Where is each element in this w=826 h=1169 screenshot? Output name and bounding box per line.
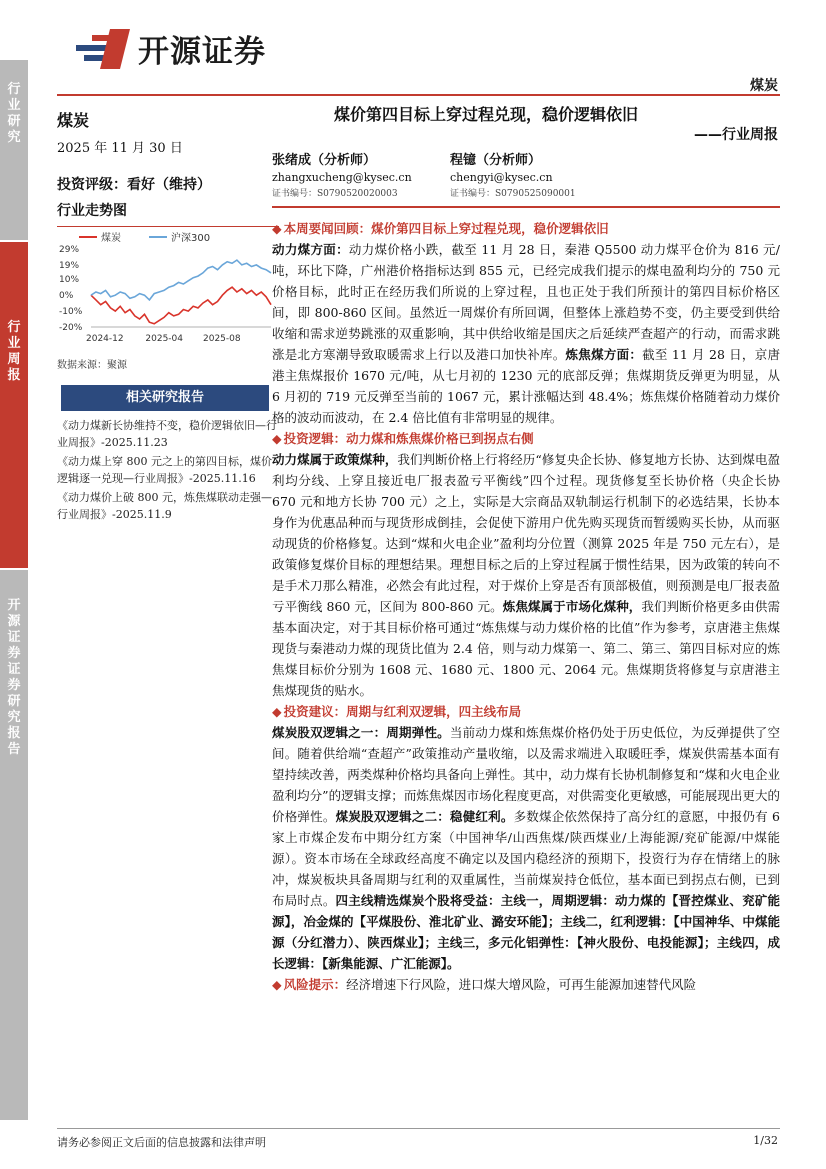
paragraph-text: 截至 11 月 28 日，京唐港主焦煤报价 1670 元/吨，从七月初的 1230 元的底部反弹；焦煤期货反弹更为明显，从 6 月初的 719 元反弹至当前的 1067 元，累计涨幅达到 48.4%；炼焦煤价格随着动力煤价格的波动而波动，在 2.4 倍比值有非常明显的规律。	[272, 347, 780, 425]
diamond-bullet-icon: ◆	[272, 431, 282, 446]
diamond-bullet-icon: ◆	[272, 977, 282, 992]
report-body	[272, 218, 780, 995]
band-firm-report	[0, 570, 28, 1120]
sector-name: 煤炭	[57, 111, 90, 130]
paragraph	[272, 449, 780, 701]
analyst-cert: 证书编号：S0790520020003	[272, 189, 398, 199]
analyst-name: 张绪成（分析师）	[272, 153, 377, 168]
band-char: 券	[7, 646, 21, 661]
bold-lead: 动力煤方面：	[272, 242, 349, 257]
band-char: 证	[7, 662, 21, 677]
analyst-email[interactable]: zhangxucheng@kysec.cn	[272, 171, 412, 184]
section-heading-text: 投资逻辑：动力煤和炼焦煤价格已到拐点右侧	[283, 431, 534, 446]
y-tick-label: 10%	[59, 275, 80, 286]
analyst-email[interactable]: chengyi@kysec.cn	[450, 171, 553, 184]
bold-lead: 动力煤属于政策煤种，	[272, 452, 398, 467]
paragraph-text: 我们判断价格上行将经历“修复央企长协、修复地方长协、达到煤电盈利均分线、上穿且接近电厂报表盈亏平衡线”四个过程。现货修复至长协价格（央企长协 670 元和地方长协 700 元）之上，实际是大宗商品双轨制运行机制下的必选结果，长协本身作为优惠品种而与现货形成倒挂，会促使下游用户优先购买现货而暂缓购买长协，从而驱动现货的价格修复。达到“煤和火电企业”盈利均分位置（测算 2025 年是 750 元左右），是政策修复煤价目标的理想结果。理想目标之后的上穿过程属于惯性结果，因为政策的转向不是手术刀那么精准，必然会有此过程，对于煤价上穿是否有顶部极值，则预测是电厂报表盈亏平衡线 860 元，区间为 800-860 元。	[272, 452, 780, 614]
legend-label: 煤炭	[101, 233, 121, 244]
analyst-cert: 证书编号：S0790525090001	[450, 189, 576, 199]
analyst-card	[272, 152, 412, 203]
band-char: 究	[7, 130, 21, 145]
x-tick-label: 2025-04	[145, 334, 184, 344]
related-report-link[interactable]: 《动力煤新长协维持不变，稳价逻辑依旧—行业周报》-2025.11.23	[57, 419, 277, 449]
series-line	[91, 260, 271, 300]
report-date: 2025 年 11 月 30 日	[57, 141, 183, 156]
bold-lead: 煤炭股双逻辑之一：周期弹性。	[272, 725, 450, 740]
chart-source: 数据来源：聚源	[57, 360, 127, 371]
y-tick-label: -20%	[59, 323, 83, 333]
risk-line	[272, 974, 780, 995]
band-char: 业	[7, 98, 21, 113]
related-report-link[interactable]: 《动力煤上穿 800 元之上的第四目标，煤价逻辑逐一兑现—行业周报》-2025.11.16	[57, 455, 272, 485]
paragraph	[272, 722, 780, 974]
paragraph-text: 当前动力煤和炼焦煤价格仍处于历史低位，为反弹提供了空间。随着供给端“查超产”政策推动产量收缩，以及需求端进入取暖旺季，煤炭供需基本面有望持续改善，两类煤种价格均具备向上弹性。其中，动力煤有长协机制修复和“煤和火电企业盈利均分”的逻辑支撑；而炼焦煤因市场化程度更高，对供需变化更敏感，可能展现出更大的价格弹性。	[272, 725, 780, 824]
logo-text: 开源证券	[138, 34, 266, 70]
paragraph-text: 经济增速下行风险，进口煤大增风险，可再生能源加速替代风险	[346, 977, 697, 992]
related-reports-title: 相关研究报告	[61, 385, 269, 411]
kysec-logo-icon	[74, 27, 132, 71]
band-char: 究	[7, 710, 21, 725]
section-heading-text: 本周要闻回顾：煤价第四目标上穿过程兑现，稳价逻辑依旧	[283, 221, 609, 236]
y-tick-label: 0%	[59, 291, 74, 302]
section-heading-text: 投资建议：周期与红利双逻辑，四主线布局	[283, 704, 522, 719]
footer-rule	[57, 1128, 780, 1129]
band-char: 报	[7, 726, 21, 741]
section-heading	[272, 977, 346, 992]
paragraph-text: 多数煤企依然保持了高分红的意愿，中报仍有 6 家上市煤企发布中期分红方案（中国神华/山西焦煤/陕西煤业/上海能源/兖矿能源/中煤能源）。资本市场在全球政经高度不确定以及国内稳经济的预期下，投资行为存在情绪上的脉冲，煤炭板块具备周期与红利的双重属性，当前煤炭持仓低位，基本面已到拐点右侧，已到布局时点。	[272, 809, 780, 908]
related-report-link[interactable]: 《动力煤价上破 800 元，炼焦煤联动走强—行业周报》-2025.11.9	[57, 491, 272, 521]
section-heading	[272, 701, 780, 722]
section-heading	[272, 428, 780, 449]
band-char: 业	[7, 336, 21, 351]
page-number: 1/32	[753, 1134, 778, 1147]
band-char: 告	[7, 742, 21, 757]
side-band	[0, 60, 28, 1120]
analyst-name: 程镱（分析师）	[450, 153, 542, 168]
trend-chart-svg	[57, 227, 279, 353]
y-tick-label: -10%	[59, 307, 83, 318]
bold-lead: 炼焦煤方面：	[565, 347, 643, 362]
band-char: 行	[7, 82, 21, 97]
related-reports-list	[57, 417, 279, 523]
band-char: 研	[7, 114, 21, 129]
paragraph-text: 我们判断价格更多由供需基本面决定，对于其目标价格可通过“炼焦煤与动力煤价格的比值”作为参考，京唐港主焦煤现货与秦港动力煤的现货比值为 2.4 倍，则与动力煤第一、第二、第三、第四目标对应的炼焦煤目标价分别为 1608 元、1680 元、1800 元、2064 元。焦煤期货将修复与京唐港主焦煤现货的贴水。	[272, 599, 780, 698]
report-subtitle: ——行业周报	[694, 127, 778, 143]
paragraph	[272, 239, 780, 428]
band-char: 研	[7, 694, 21, 709]
diamond-bullet-icon: ◆	[272, 221, 282, 236]
section-heading-text: 风险提示：	[283, 977, 347, 992]
band-char: 开	[7, 598, 21, 613]
bold-lead: 炼焦煤属于市场化煤种，	[502, 599, 642, 614]
x-tick-label: 2024-12	[86, 334, 124, 344]
header-rule	[57, 94, 780, 96]
band-industry-research	[0, 60, 28, 240]
section-heading	[272, 218, 780, 239]
band-char: 行	[7, 320, 21, 335]
logo	[74, 26, 266, 71]
investment-rating: 投资评级：看好（维持）	[57, 177, 211, 193]
band-char: 周	[7, 352, 21, 367]
diamond-bullet-icon: ◆	[272, 704, 282, 719]
left-column	[57, 108, 279, 525]
band-weekly-report	[0, 242, 28, 568]
industry-tag: 煤炭	[750, 78, 778, 94]
y-tick-label: 19%	[59, 260, 80, 271]
trend-chart	[57, 226, 279, 352]
band-char: 券	[7, 678, 21, 693]
analyst-card	[450, 152, 576, 203]
band-char: 源	[7, 614, 21, 629]
x-tick-label: 2025-08	[203, 334, 241, 344]
analyst-rule	[272, 206, 780, 208]
bold-lead: 煤炭股双逻辑之二：稳健红利。	[335, 809, 514, 824]
footer-disclaimer: 请务必参阅正文后面的信息披露和法律声明	[57, 1136, 266, 1149]
report-title: 煤价第四目标上穿过程兑现，稳价逻辑依旧	[333, 105, 638, 124]
legend-label: 沪深300	[171, 233, 211, 244]
band-char: 证	[7, 630, 21, 645]
band-char: 报	[7, 368, 21, 383]
bold-lead: 四主线精选煤炭个股将受益：主线一，周期逻辑：动力煤的【晋控煤业、兖矿能源】，冶金煤的【平煤股份、淮北矿业、潞安环能】；主线二，红利逻辑：【中国神华、中煤能源（分红潜力）、陕西煤业】；主线三，多元化铝弹性：【神火股份、电投能源】；主线四，成长逻辑：【新集能源、广汇能源】。	[272, 893, 780, 971]
paragraph-text: 动力煤价格小跌，截至 11 月 28 日，秦港 Q5500 动力煤平仓价为 816 元/吨，环比下降，广州港价格指标达到 855 元，已经完成我们提示的煤电盈利均分的 750 元价格目标，此时正在经历我们所说的上穿过程，且也正处于我们所预计的第四目标价格区间，即 800-860 区间。虽然近一周煤价有所回调，但整体上涨趋势不变，仍主要受到供给收缩和需求逆势跳涨的双重影响，其中供给收缩是国庆之后延续严查超产的行动，而需求跳涨是北方寒潮导致取暖需求上行以及港口加快补库。	[272, 242, 780, 362]
y-tick-label: 29%	[59, 245, 80, 255]
trend-chart-title: 行业走势图	[57, 203, 127, 219]
